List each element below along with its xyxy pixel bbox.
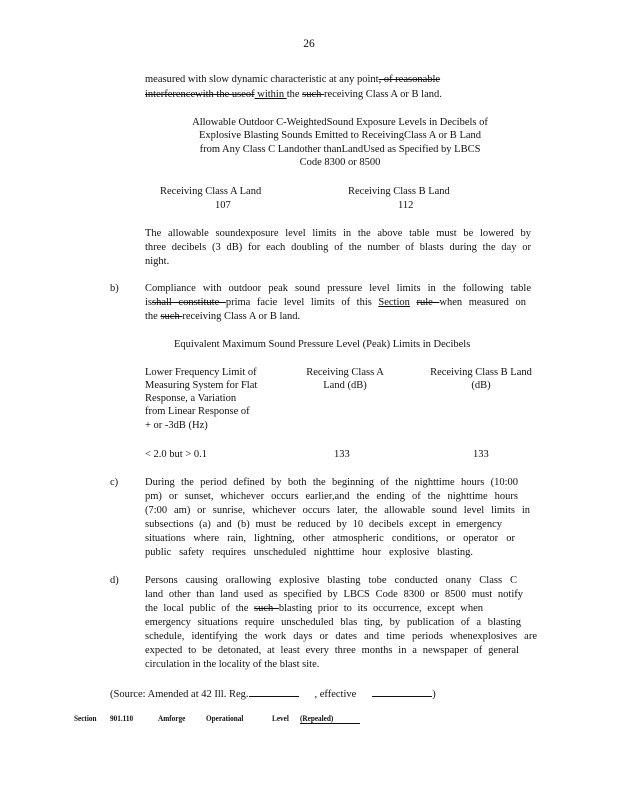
table1-col1-header: Receiving Class A Land xyxy=(160,186,262,197)
subsection-d-label: d) xyxy=(110,575,119,586)
d-line-7: circulation in the locality of the blast site. xyxy=(145,659,320,670)
table2-col2-header-2: Land (dB) xyxy=(323,380,367,391)
b-line-1: Compliance with outdoor peak sound pressure level limits in the following table xyxy=(145,283,531,294)
c-line-5: situations where rain, lightning, other atmospheric conditions, or operator or xyxy=(145,533,515,544)
table2-col1-header-3: Response, a Variation xyxy=(145,393,237,404)
deleted-text: such xyxy=(160,311,183,322)
inserted-text: Section xyxy=(378,297,410,308)
deleted-text: such xyxy=(254,603,279,614)
d-text: blasting prior to its occurrence, except when xyxy=(278,603,483,614)
b-text: is xyxy=(145,297,153,308)
d-line-5: schedule, identifying the work days or dates and time periods whenexplosives are xyxy=(145,631,537,642)
inserted-text: within xyxy=(254,89,287,100)
b-text: the xyxy=(145,311,161,322)
reg-blank xyxy=(249,686,299,697)
deleted-text: interferencewith the useof xyxy=(145,89,255,100)
table2-row-frequency: < 2.0 but > 0.1 xyxy=(145,449,208,460)
table1-heading-line-1: Allowable Outdoor C-WeightedSound Exposure Levels in Decibels of xyxy=(192,117,488,128)
d-line-3 xyxy=(145,603,483,614)
footer-word-amforge: Amforge xyxy=(158,713,186,723)
lowered-para-line-3: night. xyxy=(145,256,170,267)
table1-heading-line-3: from Any Class C Landother thanLandUsed as Specified by LBCS xyxy=(199,144,481,155)
c-line-4: subsections (a) and (b) must be reduced by 10 decibels except in emergency xyxy=(145,519,502,530)
b-line-2 xyxy=(145,297,526,308)
d-line-4: emergency situations require unscheduled blas ting, by publication of a blasting xyxy=(145,617,521,628)
table1-heading-line-2: Explosive Blasting Sounds Emitted to ReceivingClass A or B Land xyxy=(198,130,482,141)
footer-repealed-text: (Repealed) xyxy=(300,713,334,723)
table1-col1-value: 107 xyxy=(215,200,231,211)
c-line-3: (7:00 am) or sunrise, whichever occurs later, the allowable sound level limits in xyxy=(145,505,530,516)
table2-heading: Equivalent Maximum Sound Pressure Level (Peak) Limits in Decibels xyxy=(174,339,471,350)
deleted-text: rule xyxy=(416,297,440,308)
page-number: 26 xyxy=(303,38,315,50)
subsection-c-label: c) xyxy=(110,477,119,488)
d-line-1: Persons causing orallowing explosive blasting tobe conducted onany Class C xyxy=(145,575,517,586)
d-text: the local public of the xyxy=(145,603,255,614)
table1-col2-value: 112 xyxy=(398,200,414,211)
subsection-b-label: b) xyxy=(110,283,119,294)
table2-col1-header-1: Lower Frequency Limit of xyxy=(145,367,257,378)
footer-section-number: 901.110 xyxy=(110,713,134,723)
table2-col2-header-1: Receiving Class A xyxy=(306,367,384,378)
lowered-para-line-1: The allowable soundexposure level limits in the above table must be lowered by xyxy=(145,228,531,239)
intro-text: the xyxy=(286,89,303,100)
table2-col1-header-5: + or -3dB (Hz) xyxy=(145,420,208,431)
table1-col2-header: Receiving Class B Land xyxy=(348,186,450,197)
footer-word-level: Level xyxy=(272,713,289,723)
c-line-6: public safety requires unscheduled nighttime hour explosive blasting. xyxy=(145,547,473,558)
source-text: (Source: Amended at 42 Ill. Reg. xyxy=(110,689,249,700)
table2-col1-header-2: Measuring System for Flat xyxy=(145,380,258,391)
table2-col1-header-4: from Linear Response of xyxy=(145,406,250,417)
source-note xyxy=(110,686,436,700)
table2-row-class-b: 133 xyxy=(473,449,489,460)
d-line-2: land other than land used as specified by LBCS Code 8300 or 8500 must notify xyxy=(145,589,523,600)
table2-col3-header-2: (dB) xyxy=(471,380,491,391)
intro-line-1 xyxy=(145,74,485,85)
intro-text: receiving Class A or B land. xyxy=(324,89,442,100)
footer-word-operational: Operational xyxy=(206,713,244,723)
intro-text: measured with slow dynamic characteristic at any point xyxy=(145,74,379,85)
b-text: when measured on xyxy=(439,297,526,308)
lowered-para-line-2: three decibels (3 dB) for each doubling of the number of blasts during the day or xyxy=(145,242,531,253)
table1-heading-line-4: Code 8300 or 8500 xyxy=(299,157,381,168)
deleted-text: shall constitute xyxy=(152,297,226,308)
b-line-3 xyxy=(145,311,300,322)
c-line-2: pm) or sunset, whichever occurs earlier,and the ending of the nighttime hours xyxy=(145,491,518,502)
footer-word-repealed xyxy=(300,713,360,724)
b-text: receiving Class A or B land. xyxy=(182,311,301,322)
b-text: prima facie level limits of this xyxy=(225,297,379,308)
deleted-text: such xyxy=(302,89,325,100)
d-line-6: expected to be detonated, at least every three months in a newspaper of general xyxy=(145,645,519,656)
effective-blank xyxy=(372,686,432,697)
c-line-1: During the period defined by both the beginning of the nighttime hours (10:00 xyxy=(145,477,518,488)
footer-section: Section xyxy=(74,713,97,723)
source-text: ) xyxy=(432,689,436,700)
source-text: , effective xyxy=(314,689,357,700)
deleted-text: , of reasonable xyxy=(378,74,441,85)
table2-row-class-a: 133 xyxy=(334,449,350,460)
table2-col3-header-1: Receiving Class B Land xyxy=(430,367,532,378)
intro-line-2 xyxy=(145,89,442,100)
